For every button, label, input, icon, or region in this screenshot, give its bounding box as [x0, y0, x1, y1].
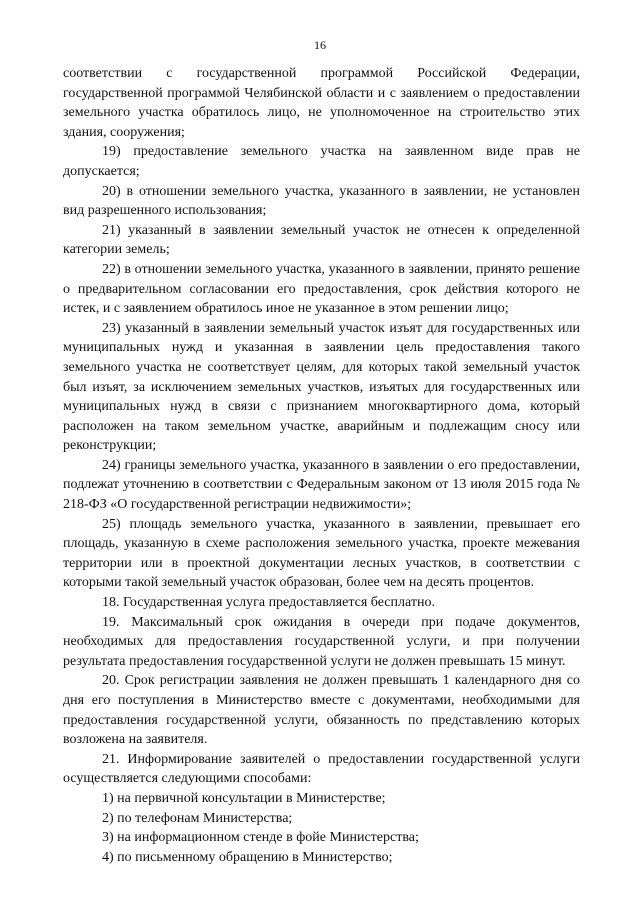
paragraph: 19) предоставление земельного участка на заявленном виде прав не допускается;	[63, 144, 580, 179]
paragraph: 20. Срок регистрации заявления не должен превышать 1 календарного дня со дня его поступления в Министерство вместе с документами, необходимыми для предоставления государственной услуги, обязанность по представлению которых возложена на заявителя.	[63, 673, 580, 748]
list-item: 3) на информационном стенде в фойе Министерства;	[102, 830, 419, 846]
list-item: 2) по телефонам Министерства;	[102, 810, 293, 826]
paragraph: 25) площадь земельного участка, указанного в заявлении, превышает его площадь, указанную в схеме расположения земельного участка, проекте межевания территории или в проектной документации лесных участков, в соответствии с которыми такой земельный участок образован, более чем на десять процентов.	[63, 516, 580, 591]
paragraph: соответствии с государственной программой Российской Федерации, государственной программой Челябинской области и с заявлением о предоставлении земельного участка обратилось лицо, не уполномоченное на строительство этих здания, сооружения;	[63, 66, 580, 140]
paragraph: 24) границы земельного участка, указанного в заявлении о его предоставлении, подлежат уточнению в соответствии с Федеральным законом от 13 июля 2015 года № 218-ФЗ «О государственной регистрации недвижимости»;	[63, 457, 580, 513]
list-item: 1) на первичной консультации в Министерстве;	[102, 790, 386, 806]
paragraph: 23) указанный в заявлении земельный участок изъят для государственных или муниципальных нужд и указанная в заявлении цель предоставления такого земельного участка не соответствует целям, для которых такой земельный участок был изъят, за исключением земельных участков, изъятых для государственных или муниципальных нужд в связи с признанием многоквартирного дома, который расположен на таком земельном участке, аварийным и подлежащим сносу или реконструкции;	[63, 320, 580, 454]
document-body	[63, 64, 580, 867]
list-item: 4) по письменному обращению в Министерство;	[102, 849, 393, 865]
paragraph: 21. Информирование заявителей о предоставлении государственной услуги осуществляется следующими способами:	[63, 751, 580, 787]
paragraph: 22) в отношении земельного участка, указанного в заявлении, принято решение о предварительном согласовании его предоставления, срок действия которого не истек, и с заявлением обратилось иное не указанное в этом решении лицо;	[63, 261, 580, 317]
paragraph: 21) указанный в заявлении земельный участок не отнесен к определенной категории земель;	[63, 222, 580, 258]
paragraph: 19. Максимальный срок ожидания в очереди при подаче документов, необходимых для предоставления государственной услуги, и при получении результата предоставления государственной услуги не должен превышать 15 минут.	[63, 614, 580, 669]
paragraph: 18. Государственная услуга предоставляется бесплатно.	[102, 595, 435, 611]
paragraph: 20) в отношении земельного участка, указанного в заявлении, не установлен вид разрешенного использования;	[63, 183, 580, 219]
page-number: 16	[314, 38, 326, 52]
